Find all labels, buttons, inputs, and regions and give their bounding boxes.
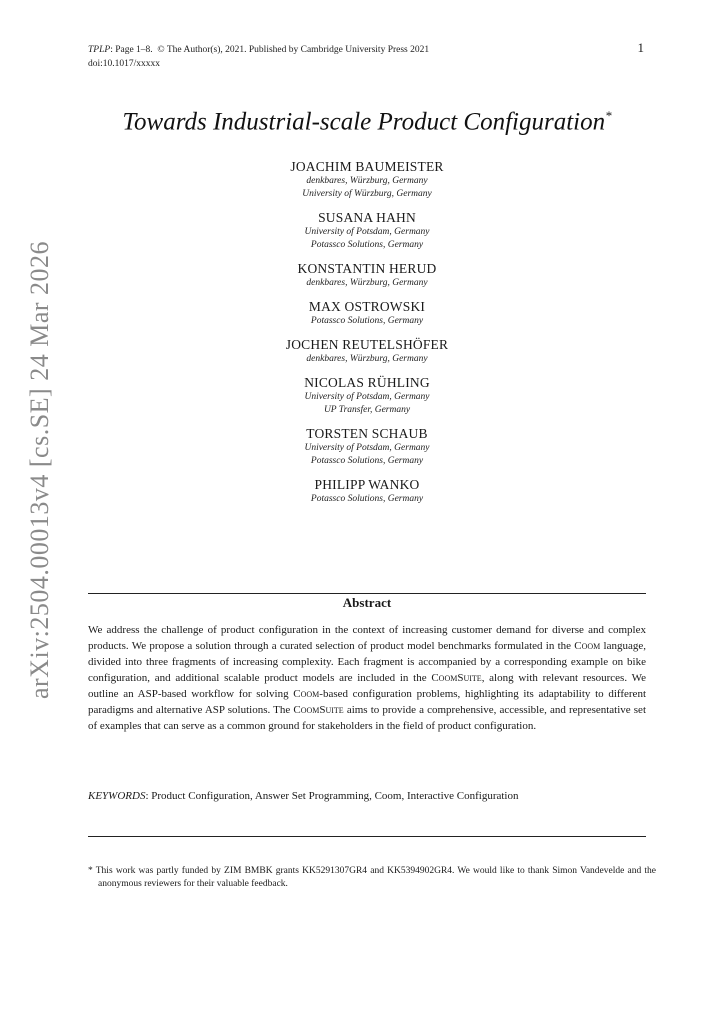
abstract-segment: , along with relevant resources. We outline an ASP-based workflow for solving (88, 672, 647, 700)
author-block (88, 261, 646, 290)
abstract-segment: aims to provide a comprehensive, accessible, and representative set of examples that can serve as a common ground for stakeholders in the field of product configuration. (88, 704, 646, 732)
author-affiliation: Potassco Solutions, Germany (310, 316, 424, 326)
author-affiliation: denkbares, Würzburg, Germany (306, 278, 428, 288)
author-affiliation: Potassco Solutions, Germany (310, 494, 424, 504)
page-range: : Page 1–8. (110, 45, 153, 55)
keywords (88, 788, 646, 804)
abstract-segment: language, divided into three fragments of increasing complexity. Each fragment is accompanied by a corresponding example on bike configuration, and additional scalable product models are included in the (88, 640, 647, 684)
author-block (88, 477, 646, 506)
abstract-text (88, 622, 646, 734)
author-block (88, 299, 646, 328)
author-affiliation: Potassco Solutions, Germany (310, 240, 424, 250)
author-affiliation: denkbares, Würzburg, Germany (306, 354, 428, 364)
paper-title (88, 108, 646, 136)
arxiv-stamp[interactable]: arXiv:2504.00013v4 [cs.SE] 24 Mar 2026 (25, 240, 54, 700)
keywords-list: : Product Configuration, Answer Set Programming, Coom, Interactive Configuration (145, 790, 519, 802)
footnote-rule (88, 836, 646, 837)
author-block (88, 375, 646, 417)
journal-line (88, 43, 429, 57)
journal-name: TPLP (88, 45, 111, 55)
author-affiliation: University of Würzburg, Germany (302, 189, 432, 199)
author-block (88, 426, 646, 468)
footnote-text: This work was partly funded by ZIM BMBK grants KK5291307GR4 and KK5394902GR4. We would like to thank Simon Vandevelde and the anonymous reviewers for their valuable feedback. (92, 866, 656, 889)
author-affiliation: University of Potsdam, Germany (304, 227, 430, 237)
coomsuite-term: CoomSuite (293, 704, 344, 716)
keywords-label: KEYWORDS (88, 790, 146, 802)
coomsuite-term: CoomSuite (431, 672, 482, 684)
author-block (88, 210, 646, 252)
author-name: TORSTEN SCHAUB (306, 426, 428, 441)
author-name: JOACHIM BAUMEISTER (290, 159, 444, 174)
abstract-segment: We address the challenge of product configuration in the context of increasing customer demand for diverse and complex products. We propose a solution through a curated selection of product model benchmarks formulated in the (88, 624, 646, 652)
page-number: 1 (637, 40, 644, 55)
abstract-heading: Abstract (342, 595, 392, 610)
author-affiliation: University of Potsdam, Germany (304, 392, 430, 402)
author-name: MAX OSTROWSKI (308, 299, 426, 314)
author-name: KONSTANTIN HERUD (297, 261, 437, 276)
author-name: SUSANA HAHN (318, 210, 416, 225)
footnote-mark: * (88, 866, 93, 876)
paper-title-text: Towards Industrial-scale Product Configuration (122, 108, 606, 136)
author-list (88, 159, 646, 515)
author-affiliation: Potassco Solutions, Germany (310, 456, 424, 466)
author-name: NICOLAS RÜHLING (304, 375, 430, 390)
author-block (88, 159, 646, 201)
copyright-notice: © The Author(s), 2021. Published by Cambridge University Press 2021 (157, 45, 430, 55)
author-affiliation: UP Transfer, Germany (323, 405, 411, 415)
author-name: PHILIPP WANKO (314, 477, 420, 492)
author-block (88, 337, 646, 366)
running-header (88, 43, 429, 71)
abstract-top-rule (88, 593, 646, 594)
funding-footnote (88, 865, 656, 891)
doi: doi:10.1017/xxxxx (88, 59, 161, 69)
abstract-segment: -based configuration problems, highlighting its adaptability to different paradigms and alternative ASP solutions. The (88, 688, 646, 716)
author-affiliation: University of Potsdam, Germany (304, 443, 430, 453)
author-affiliation: denkbares, Würzburg, Germany (306, 176, 428, 186)
coom-term: Coom (293, 688, 320, 700)
title-footnote-mark[interactable]: * (605, 108, 612, 123)
coom-term: Coom (574, 640, 601, 652)
author-name: JOCHEN REUTELSHÖFER (285, 337, 449, 352)
